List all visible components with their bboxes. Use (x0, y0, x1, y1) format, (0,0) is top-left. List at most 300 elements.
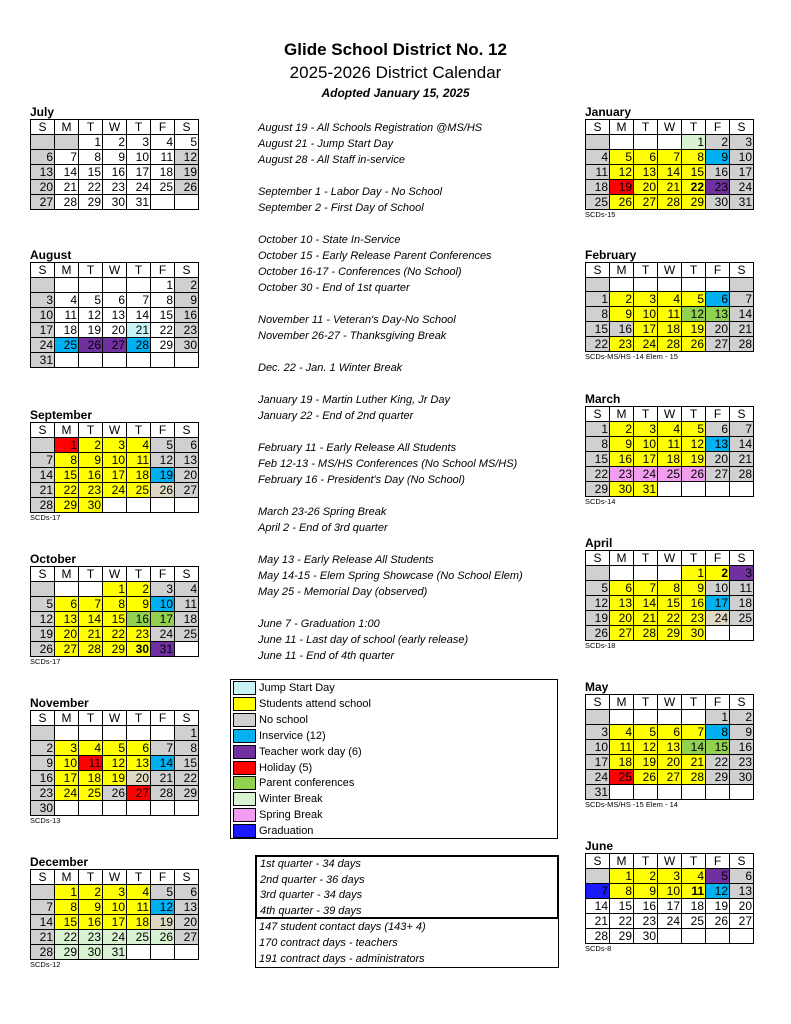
day-cell: 1 (682, 566, 706, 581)
event-item: June 11 - End of 4th quarter (258, 650, 395, 662)
day-cell (682, 785, 706, 800)
quarter-days: 2nd quarter - 36 days (260, 873, 365, 886)
day-cell: 27 (706, 337, 730, 352)
day-cell: 10 (586, 740, 610, 755)
district-title: Glide School District No. 12 (284, 40, 507, 59)
day-cell: 5 (706, 869, 730, 884)
weekday-header: T (127, 711, 151, 726)
month-grid (30, 566, 199, 657)
day-cell (610, 135, 634, 150)
day-cell: 2 (127, 582, 151, 597)
week-row (586, 292, 754, 307)
day-cell: 22 (682, 180, 706, 195)
day-cell (55, 726, 79, 741)
week-row (586, 785, 754, 800)
week-row (31, 771, 199, 786)
day-cell: 7 (31, 900, 55, 915)
day-cell (682, 482, 706, 497)
day-cell: 11 (682, 884, 706, 899)
legend-label: Holiday (5) (259, 761, 313, 774)
month-april (585, 537, 765, 650)
event-item: September 2 - First Day of School (258, 202, 424, 214)
month-august (30, 249, 210, 368)
day-cell: 1 (103, 582, 127, 597)
event-item: January 22 - End of 2nd quarter (258, 410, 414, 422)
day-cell (151, 498, 175, 513)
week-row (586, 740, 754, 755)
week-row (586, 596, 754, 611)
day-cell: 2 (31, 741, 55, 756)
weekday-header: T (682, 120, 706, 135)
day-cell (610, 785, 634, 800)
day-cell: 8 (586, 437, 610, 452)
day-cell (79, 726, 103, 741)
day-cell: 1 (55, 438, 79, 453)
day-cell: 28 (634, 626, 658, 641)
day-cell: 24 (103, 930, 127, 945)
week-row (31, 135, 199, 150)
day-cell: 25 (586, 195, 610, 210)
month-name: November (30, 696, 89, 710)
day-cell: 21 (31, 483, 55, 498)
day-cell: 19 (103, 771, 127, 786)
day-cell: 2 (610, 292, 634, 307)
day-cell: 11 (730, 581, 754, 596)
day-cell: 23 (610, 467, 634, 482)
day-cell (730, 785, 754, 800)
day-cell: 9 (175, 293, 199, 308)
weekday-header: S (31, 263, 55, 278)
event-item: April 2 - End of 3rd quarter (258, 522, 388, 534)
week-row (586, 422, 754, 437)
day-cell: 19 (682, 452, 706, 467)
day-cell (79, 801, 103, 816)
school-contact-days: SCDs-12 (30, 960, 61, 969)
day-cell: 3 (634, 422, 658, 437)
month-grid (30, 710, 199, 816)
day-cell (175, 195, 199, 210)
day-cell: 4 (586, 150, 610, 165)
day-cell: 15 (658, 596, 682, 611)
week-row (31, 483, 199, 498)
day-cell: 18 (730, 596, 754, 611)
day-cell: 20 (730, 899, 754, 914)
event-item: January 19 - Martin Luther King, Jr Day (258, 394, 450, 406)
day-cell: 24 (103, 483, 127, 498)
day-cell: 5 (151, 438, 175, 453)
day-cell (658, 278, 682, 292)
day-cell: 16 (706, 165, 730, 180)
day-cell: 4 (55, 293, 79, 308)
day-cell (31, 885, 55, 900)
day-cell: 15 (55, 468, 79, 483)
week-row (31, 338, 199, 353)
day-cell: 2 (79, 885, 103, 900)
day-cell: 22 (586, 467, 610, 482)
day-cell (682, 929, 706, 944)
day-cell: 3 (103, 885, 127, 900)
day-cell: 30 (682, 626, 706, 641)
day-cell (127, 353, 151, 368)
day-cell: 15 (55, 915, 79, 930)
weekday-header: T (79, 423, 103, 438)
day-cell (175, 353, 199, 368)
weekday-header: M (610, 854, 634, 869)
day-cell: 27 (610, 626, 634, 641)
day-cell (634, 566, 658, 581)
weekday-header: T (79, 120, 103, 135)
day-cell: 19 (706, 899, 730, 914)
day-cell: 8 (706, 725, 730, 740)
day-cell: 7 (79, 597, 103, 612)
event-item: May 25 - Memorial Day (observed) (258, 586, 428, 598)
day-cell: 28 (658, 337, 682, 352)
day-cell: 22 (610, 914, 634, 929)
day-cell: 10 (634, 307, 658, 322)
week-row (586, 710, 754, 725)
weekday-header: T (79, 870, 103, 885)
school-contact-days: SCDs-15 (585, 210, 616, 219)
day-cell: 23 (706, 180, 730, 195)
day-cell: 16 (79, 915, 103, 930)
week-row (31, 741, 199, 756)
month-name: January (585, 105, 632, 119)
weekday-header: S (586, 263, 610, 278)
day-cell: 8 (175, 741, 199, 756)
weekday-header: S (586, 695, 610, 710)
month-name: July (30, 105, 55, 119)
weekday-header: M (610, 120, 634, 135)
day-cell: 1 (151, 278, 175, 293)
week-row (586, 869, 754, 884)
day-cell: 31 (730, 195, 754, 210)
month-september (30, 409, 210, 522)
day-cell: 13 (175, 453, 199, 468)
day-cell: 8 (103, 597, 127, 612)
day-cell: 25 (175, 627, 199, 642)
day-cell: 16 (634, 899, 658, 914)
weekday-header: T (127, 263, 151, 278)
day-cell: 18 (175, 612, 199, 627)
week-row (586, 165, 754, 180)
day-cell: 1 (586, 422, 610, 437)
day-cell: 11 (610, 740, 634, 755)
month-grid (30, 262, 199, 368)
day-cell: 16 (730, 740, 754, 755)
day-cell (55, 353, 79, 368)
day-cell: 19 (175, 165, 199, 180)
day-cell (658, 929, 682, 944)
day-cell: 26 (79, 338, 103, 353)
day-cell: 13 (706, 437, 730, 452)
day-cell (175, 498, 199, 513)
day-cell: 14 (730, 307, 754, 322)
day-cell (103, 726, 127, 741)
day-cell: 15 (706, 740, 730, 755)
day-cell: 6 (175, 438, 199, 453)
day-cell: 21 (79, 627, 103, 642)
month-grid (585, 694, 754, 800)
day-cell (151, 726, 175, 741)
day-cell: 12 (175, 150, 199, 165)
day-cell: 10 (634, 437, 658, 452)
weekday-header: W (658, 854, 682, 869)
day-cell: 13 (31, 165, 55, 180)
weekday-header: F (151, 120, 175, 135)
day-cell (610, 710, 634, 725)
day-cell: 26 (682, 337, 706, 352)
event-item: October 10 - State In-Service (258, 234, 401, 246)
day-cell: 23 (682, 611, 706, 626)
day-cell: 6 (706, 292, 730, 307)
day-cell: 8 (151, 293, 175, 308)
day-cell: 22 (175, 771, 199, 786)
day-cell: 11 (127, 453, 151, 468)
day-cell: 31 (634, 482, 658, 497)
weekday-header: T (634, 854, 658, 869)
day-cell (658, 785, 682, 800)
day-cell: 28 (730, 467, 754, 482)
day-cell (658, 482, 682, 497)
day-cell: 12 (610, 165, 634, 180)
day-cell: 9 (79, 453, 103, 468)
day-cell: 10 (127, 150, 151, 165)
day-cell: 8 (658, 581, 682, 596)
weekday-header: S (175, 711, 199, 726)
weekday-header: S (175, 870, 199, 885)
week-row (31, 915, 199, 930)
event-item: October 16-17 - Conferences (No School) (258, 266, 462, 278)
day-cell: 20 (658, 755, 682, 770)
day-cell (586, 135, 610, 150)
day-cell: 8 (79, 150, 103, 165)
day-cell: 20 (127, 771, 151, 786)
day-cell: 25 (151, 180, 175, 195)
day-cell: 21 (730, 322, 754, 337)
day-cell: 12 (31, 612, 55, 627)
day-cell: 20 (706, 452, 730, 467)
day-cell: 6 (31, 150, 55, 165)
day-cell: 7 (730, 422, 754, 437)
day-cell (103, 498, 127, 513)
month-name: December (30, 855, 89, 869)
week-row (31, 612, 199, 627)
day-cell: 4 (682, 869, 706, 884)
day-cell: 19 (151, 915, 175, 930)
day-cell (103, 801, 127, 816)
school-contact-days: SCDs-18 (585, 641, 616, 650)
day-cell: 30 (103, 195, 127, 210)
legend-label: Graduation (259, 825, 314, 838)
day-cell: 2 (730, 710, 754, 725)
weekday-header: T (127, 120, 151, 135)
weekday-header: F (151, 870, 175, 885)
weekday-header: S (175, 120, 199, 135)
day-cell: 26 (175, 180, 199, 195)
weekday-header: T (682, 407, 706, 422)
weekday-header: T (682, 551, 706, 566)
legend-swatch (233, 697, 256, 711)
day-cell: 5 (103, 741, 127, 756)
event-item: February 11 - Early Release All Students (258, 442, 457, 454)
month-october (30, 553, 210, 666)
day-cell: 11 (586, 165, 610, 180)
month-january (585, 106, 765, 219)
weekday-header: W (103, 263, 127, 278)
day-cell: 20 (175, 915, 199, 930)
day-cell: 25 (79, 786, 103, 801)
day-cell: 4 (127, 438, 151, 453)
day-cell: 18 (151, 165, 175, 180)
day-cell: 14 (682, 740, 706, 755)
day-cell: 7 (658, 150, 682, 165)
day-cell: 16 (175, 308, 199, 323)
weekday-header: F (706, 695, 730, 710)
day-cell (31, 438, 55, 453)
day-cell: 20 (634, 180, 658, 195)
day-cell: 22 (55, 483, 79, 498)
month-grid (585, 119, 754, 210)
day-cell: 27 (175, 930, 199, 945)
day-cell (79, 582, 103, 597)
month-name: October (30, 552, 77, 566)
weekday-header: T (79, 711, 103, 726)
day-cell (31, 135, 55, 150)
day-cell: 5 (79, 293, 103, 308)
weekday-header: S (730, 695, 754, 710)
day-cell: 4 (127, 885, 151, 900)
day-cell: 4 (175, 582, 199, 597)
day-cell: 11 (55, 308, 79, 323)
day-cell: 18 (658, 452, 682, 467)
day-cell: 15 (682, 165, 706, 180)
day-cell: 19 (151, 468, 175, 483)
day-cell (55, 135, 79, 150)
day-cell: 21 (658, 180, 682, 195)
day-cell: 16 (79, 468, 103, 483)
weekday-header: T (127, 567, 151, 582)
weekday-header: T (634, 407, 658, 422)
day-cell: 14 (151, 756, 175, 771)
weekday-header: S (586, 120, 610, 135)
legend-label: Jump Start Day (259, 682, 335, 694)
day-cell: 13 (175, 900, 199, 915)
week-row (586, 581, 754, 596)
day-cell (55, 278, 79, 293)
day-cell: 29 (682, 195, 706, 210)
day-cell: 12 (151, 453, 175, 468)
day-cell (730, 929, 754, 944)
day-cell: 11 (79, 756, 103, 771)
weekday-header: S (175, 567, 199, 582)
day-cell (127, 278, 151, 293)
quarter-days: 4th quarter - 39 days (260, 904, 362, 917)
day-cell: 5 (175, 135, 199, 150)
week-row (31, 180, 199, 195)
week-row (586, 195, 754, 210)
day-cell: 8 (586, 307, 610, 322)
day-cell: 11 (175, 597, 199, 612)
week-row (586, 278, 754, 292)
day-cell: 18 (127, 915, 151, 930)
day-cell: 28 (730, 337, 754, 352)
event-item: November 26-27 - Thanksgiving Break (258, 330, 447, 342)
day-cell: 14 (127, 308, 151, 323)
day-cell: 6 (103, 293, 127, 308)
week-row (586, 770, 754, 785)
weekday-header: F (706, 120, 730, 135)
day-cell: 1 (706, 710, 730, 725)
weekday-header: M (55, 870, 79, 885)
legend-swatch (233, 729, 256, 743)
weekday-header: M (610, 263, 634, 278)
day-cell: 24 (586, 770, 610, 785)
day-cell (151, 801, 175, 816)
month-grid (30, 119, 199, 210)
day-cell (31, 582, 55, 597)
week-row (586, 884, 754, 899)
legend-swatch (233, 792, 256, 806)
day-cell: 1 (586, 292, 610, 307)
day-cell (634, 710, 658, 725)
day-cell (586, 869, 610, 884)
day-cell (706, 278, 730, 292)
day-cell: 13 (658, 740, 682, 755)
day-cell: 27 (658, 770, 682, 785)
quarter-days: 1st quarter - 34 days (260, 858, 361, 870)
day-cell: 27 (127, 786, 151, 801)
day-cell: 29 (706, 770, 730, 785)
day-cell: 26 (682, 467, 706, 482)
week-row (586, 180, 754, 195)
day-cell: 5 (634, 725, 658, 740)
day-cell: 8 (55, 900, 79, 915)
day-cell (706, 626, 730, 641)
school-contact-days: SCDs-17 (30, 513, 61, 522)
week-row (586, 914, 754, 929)
day-cell: 4 (79, 741, 103, 756)
day-cell: 23 (730, 755, 754, 770)
day-cell: 26 (586, 626, 610, 641)
weekday-header: W (103, 567, 127, 582)
day-cell: 10 (103, 900, 127, 915)
day-cell: 30 (127, 642, 151, 657)
weekday-header: T (79, 567, 103, 582)
day-cell: 19 (586, 611, 610, 626)
weekday-header: T (682, 854, 706, 869)
day-cell (175, 642, 199, 657)
week-row (31, 900, 199, 915)
weekday-header: M (55, 120, 79, 135)
day-cell (610, 278, 634, 292)
school-contact-days: SCDs-13 (30, 816, 61, 825)
month-grid (30, 869, 199, 960)
day-cell: 9 (103, 150, 127, 165)
day-cell: 31 (103, 945, 127, 960)
day-cell: 23 (634, 914, 658, 929)
event-item: May 13 - Early Release All Students (258, 554, 434, 566)
day-cell: 17 (586, 755, 610, 770)
weekday-header: S (586, 407, 610, 422)
day-cell (586, 566, 610, 581)
day-cell: 21 (634, 611, 658, 626)
day-cell: 29 (586, 482, 610, 497)
week-row (31, 323, 199, 338)
day-cell: 12 (103, 756, 127, 771)
day-cell: 20 (31, 180, 55, 195)
day-cell: 2 (706, 566, 730, 581)
day-cell: 10 (658, 884, 682, 899)
